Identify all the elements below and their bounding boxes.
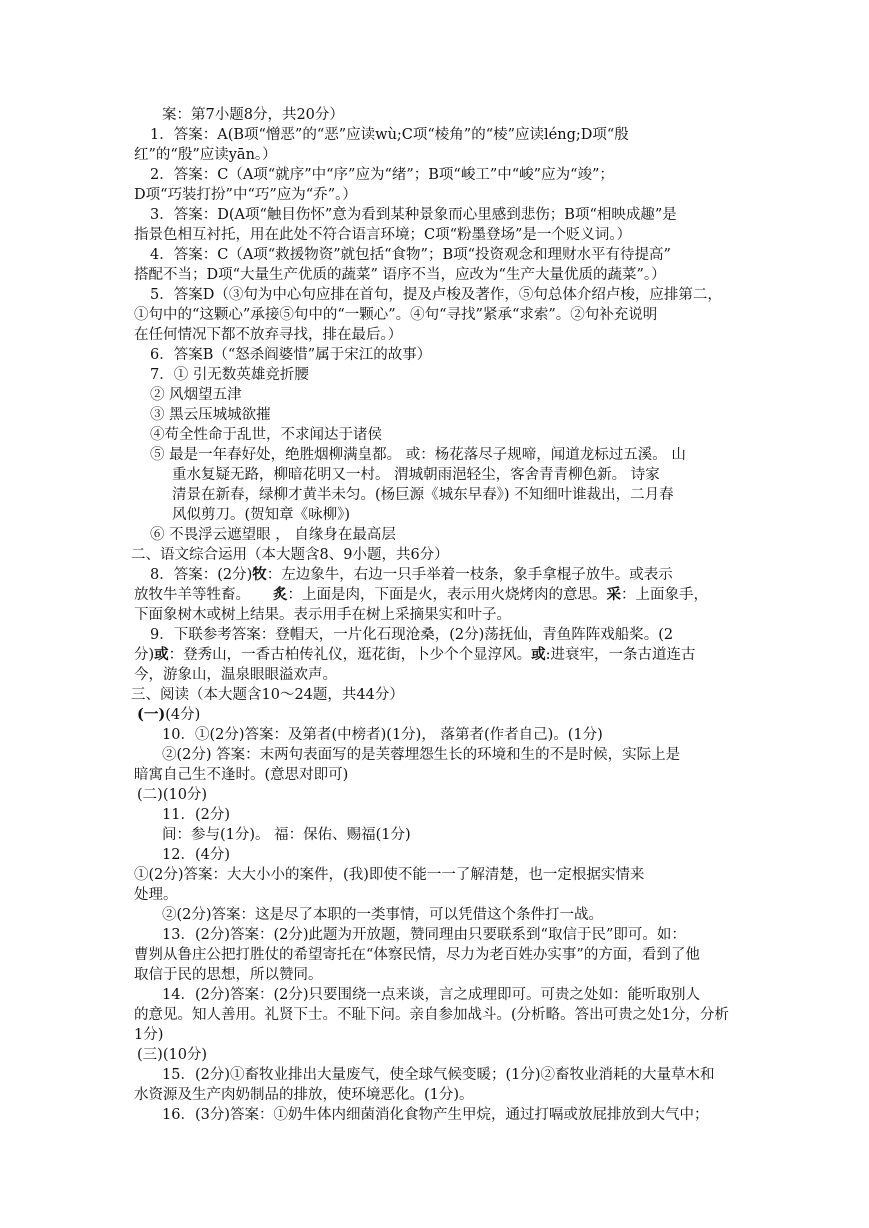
text-line: 下面象树木或树上结果。表示用手在树上采摘果实和叶子。	[134, 607, 511, 623]
text-line: 13．(2分)答案：(2分)此题为开放题，赞同理由只要联系到“取信于民”即可。如：	[162, 927, 686, 943]
text-line: ②(2分)答案：这是尽了本职的一类事情，可以凭借这个条件打一战。	[162, 907, 604, 923]
text-line: 8．答案：(2分)牧：左边象牛，右边一只手举着一枝条，象手拿棍子放牛。或表示	[150, 566, 673, 583]
text-line: ⑥ 不畏浮云遮望眼 ， 自缘身在最高层	[150, 527, 396, 543]
text-line: 15．(2分)①畜牧业排出大量废气，使全球气候变暖；(1分)②畜牧业消耗的大量草木和	[162, 1067, 715, 1083]
text-line: 7．① 引无数英雄竞折腰	[150, 367, 309, 383]
text-line: 指景色相互衬托，用在此处不符合语言环境；C项“粉墨登场”是一个贬义词。）	[134, 227, 632, 243]
text-line: D项“巧装打扮”中“巧”应为“乔”。）	[134, 187, 357, 203]
text-line: ③ 黑云压城城欲摧	[150, 407, 271, 423]
text-line: 11．(2分)	[162, 807, 230, 823]
text-line: 案：第7小题8分，共20分）	[162, 107, 344, 123]
text-line: 2．答案：C（A项“就序”中“序”应为“绪”；B项“峻工”中“峻”应为“竣”；	[150, 167, 614, 183]
text-line: 间：参与(1分)。 福：保佑、赐福(1分)	[162, 827, 411, 843]
text-line: ①句中的“这颗心”承接⑤句中的“一颗心”。④句“寻找”紧承“求索”。②句补充说明	[134, 307, 658, 323]
text-line: 处理。	[134, 887, 178, 903]
text-line: 1分)	[134, 1027, 164, 1043]
section-heading: 三、阅读（本大题含10～24题，共44分）	[131, 687, 404, 703]
text-line: 今，游象山，温泉眼眼溢欢声。	[134, 667, 337, 683]
text-line: (二)(10分)	[137, 787, 208, 803]
text-line: ② 风烟望五津	[150, 387, 242, 403]
text-line: 放牧牛羊等牲畜。 炙：上面是肉，下面是火，表示用火烧烤肉的意思。采：上面象手，	[134, 586, 709, 603]
text-line: ⑤ 最是一年春好处，绝胜烟柳满皇都。 或：杨花落尽子规啼，闻道龙标过五溪。 山	[150, 447, 686, 463]
text-line: 暗寓自己生不逢时。(意思对即可)	[134, 767, 349, 783]
text-line: 清景在新春，绿柳才黄半未匀。(杨巨源《城东早春》) 不知细叶谁裁出，二月春	[172, 487, 674, 503]
text-line: 在任何情况下都不放弃寻找，排在最后。）	[134, 327, 403, 343]
text-line: ②(2分) 答案：末两句表面写的是芙蓉埋怨生长的环境和生的不是时候，实际上是	[162, 747, 681, 763]
text-line: 曹刿从鲁庄公把打胜仗的希望寄托在“体察民情，尽力为老百姓办实事”的方面，看到了他	[134, 947, 700, 963]
text-line: 重水复疑无路，柳暗花明又一村。 渭城朝雨浥轻尘，客舍青青柳色新。 诗家	[172, 467, 660, 483]
text-line: 1．答案：A(B项“憎恶”的“恶”应读wù;C项“棱角”的“棱”应读léng;D项“殷	[150, 127, 629, 143]
text-line: ①(2分)答案：大大小小的案件，(我)即使不能一一了解清楚，也一定根据实情来	[134, 867, 645, 883]
text-line: 4．答案：C（A项“救援物资”就包括“食物”；B项“投资观念和理财水平有待提高”	[150, 247, 671, 263]
text-line: ④苟全性命于乱世，不求闻达于诸侯	[150, 427, 382, 443]
text-line: 16．(3分)答案：①奶牛体内细菌消化食物产生甲烷，通过打嗝或放屁排放到大气中；	[162, 1107, 709, 1123]
text-line: 分)或：登秀山，一香古柏传礼仪，逛花街，卜少个个显淳风。或:进衰牢，一条古道连古	[134, 646, 696, 663]
text-line: 搭配不当；D项“大量生产优质的蔬菜” 语序不当，应改为“生产大量优质的蔬菜”。）	[134, 267, 666, 283]
text-line: (一)(4分)	[137, 706, 201, 723]
text-line: 12．(4分)	[162, 847, 230, 863]
text-line: 水资源及生产肉奶制品的排放，使环境恶化。(1分)。	[134, 1087, 474, 1103]
text-line: 3．答案：D(A项“触目伤怀”意为看到某种景象而心里感到悲伤；B项“相映成趣”是	[150, 207, 677, 223]
text-line: 6．答案B（“怒杀阎婆惜”属于宋江的故事）	[150, 347, 432, 363]
text-line: 10．①(2分)答案：及第者(中榜者)(1分)， 落第者(作者自己)。(1分)	[162, 727, 603, 743]
text-line: 14．(2分)答案：(2分)只要围绕一点来谈，言之成理即可。可贵之处如：能听取别人	[162, 987, 701, 1003]
text-line: (三)(10分)	[137, 1047, 208, 1063]
text-line: 的意见。知人善用。礼贤下士。不耻下问。亲自参加战斗。(分析略。答出可贵之处1分，分析	[134, 1007, 729, 1023]
text-line: 9．下联参考答案：登帽天，一片化石现沧桑，(2分)荡抚仙，青鱼阵阵戏船桨。(2	[150, 627, 674, 643]
text-line: 红”的“殷”应读yān。）	[134, 147, 277, 163]
text-line: 风似剪刀。(贺知章《咏柳》)	[172, 507, 351, 523]
text-line: 取信于民的思想，所以赞同。	[134, 967, 323, 983]
section-heading: 二、语文综合运用（本大题含8、9小题，共6分）	[131, 547, 449, 563]
text-line: 5．答案D（③句为中心句应排在首句，提及卢梭及著作，⑤句总体介绍卢梭，应排第二，	[150, 287, 722, 303]
